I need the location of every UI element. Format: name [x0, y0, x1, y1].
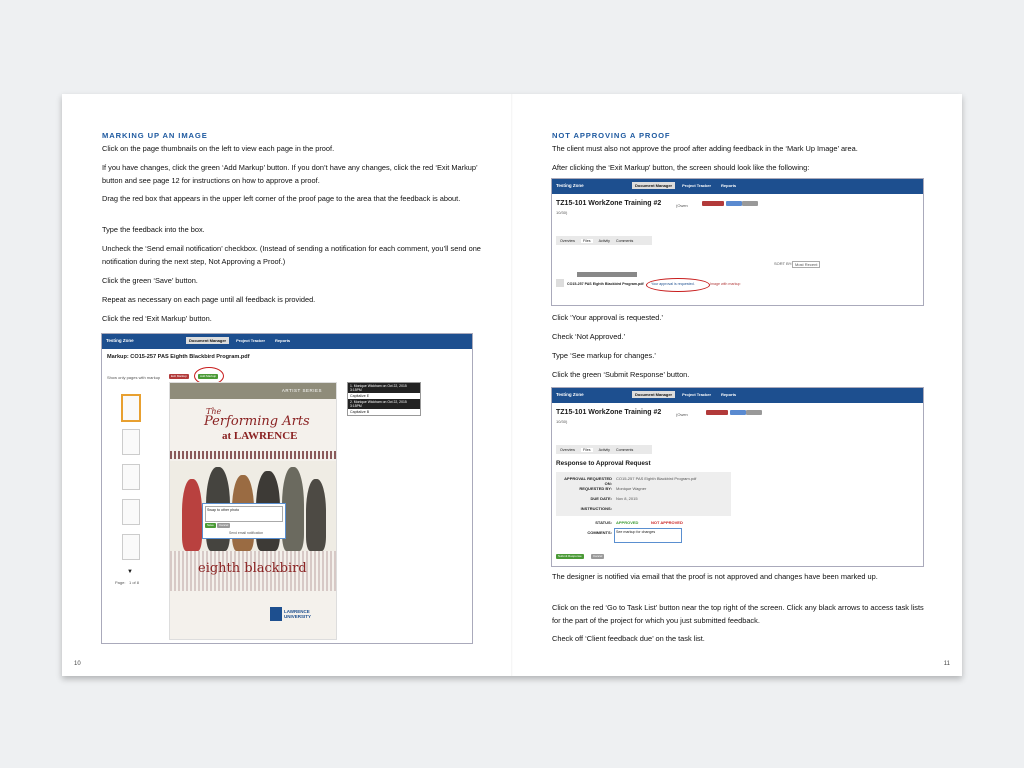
paragraph-2: If you have changes, click the green ‘Add Markup’ button. If you don’t have any changes, click the red ‘Exit Markup’ button and see page 12 for instructions on how to approve a proof.: [102, 163, 478, 185]
response-screenshot: [551, 387, 924, 567]
thumbnail-page-1[interactable]: [121, 394, 141, 422]
markup-screenshot: [101, 333, 473, 644]
save-button[interactable]: Save: [207, 523, 214, 527]
subtab-activity[interactable]: Activity: [598, 447, 610, 452]
thumbnail-page-2[interactable]: [122, 429, 140, 455]
sort-label: SORT BY:: [774, 261, 793, 266]
tab-project-tracker[interactable]: Project Tracker: [682, 392, 712, 397]
subtab-overview[interactable]: Overview: [560, 447, 575, 452]
comment-textarea[interactable]: Swap to other photo: [205, 506, 283, 522]
paragraph-4: Type the feedback into the box.: [102, 225, 205, 234]
university-seal-icon: [270, 607, 282, 621]
status-label: STATUS:: [595, 520, 612, 525]
tab-document-manager[interactable]: Document Manager: [632, 182, 675, 189]
file-toolbar: [577, 272, 637, 277]
chevron-down-icon[interactable]: ▼: [127, 569, 133, 575]
project-owner: (Owen: [676, 203, 688, 208]
highlight-circle: [646, 278, 710, 292]
header-action-button[interactable]: [730, 410, 746, 415]
header-action-button[interactable]: [746, 410, 762, 415]
tab-document-manager[interactable]: Document Manager: [186, 337, 229, 344]
subtab-comments[interactable]: Comments: [615, 447, 634, 452]
comments-panel: [347, 382, 421, 416]
file-name[interactable]: CO15-257 PAS Eighth Blackbird Program.pdf: [567, 282, 644, 286]
detail-label: REQUESTED BY:: [579, 486, 612, 491]
left-page: [62, 94, 512, 676]
approved-radio[interactable]: APPROVED: [616, 520, 639, 525]
paragraph-7: The designer is notified via email that the proof is not approved and changes have been marked up.: [552, 572, 878, 581]
go-to-task-list-button[interactable]: [706, 410, 728, 415]
paragraph-1: Click on the page thumbnails on the left to view each page in the proof.: [102, 144, 335, 153]
tab-reports[interactable]: Reports: [721, 183, 737, 188]
subtab-files[interactable]: Files: [582, 447, 591, 452]
thumbnail-page-5[interactable]: [122, 534, 140, 560]
app-nav-tabs: [632, 391, 739, 398]
header-action-button[interactable]: [742, 201, 758, 206]
app-brand: Testing Zone: [556, 183, 584, 188]
document-spread: [62, 94, 962, 676]
comment-text: Capitalize E: [350, 394, 370, 398]
add-markup-button[interactable]: Add Markup: [200, 374, 217, 378]
image-with-markup-link[interactable]: Image with markup: [710, 282, 741, 286]
app-header-bar: [552, 179, 923, 194]
poster-series: ARTIST SERIES: [281, 388, 322, 393]
comments-label: COMMENTS:: [587, 530, 612, 535]
page-selector[interactable]: 1 of 8: [129, 580, 140, 585]
tab-reports[interactable]: Reports: [275, 338, 291, 343]
tab-project-tracker[interactable]: Project Tracker: [682, 183, 712, 188]
project-subtabs: [556, 236, 652, 245]
poster-title-line3: at LAWRENCE: [222, 430, 298, 442]
paragraph-7: Repeat as necessary on each page until all feedback is provided.: [102, 295, 316, 304]
paragraph-3: Drag the red box that appears in the upper left corner of the proof page to the area that the feedback is about.: [102, 194, 461, 203]
paragraph-5: Uncheck the ‘Send email notification’ checkbox. (Instead of sending a notification for each comment, you’ll send one notification during the next step, Not Approving a Proof.): [102, 244, 481, 266]
comment-text: Capitalize B: [350, 410, 370, 414]
tab-document-manager[interactable]: Document Manager: [632, 391, 675, 398]
paragraph-4: Check ‘Not Approved.’: [552, 332, 626, 341]
files-screenshot: [551, 178, 924, 306]
poster-school: LAWRENCE UNIVERSITY: [284, 609, 312, 619]
app-brand: Testing Zone: [556, 392, 584, 397]
subtab-activity[interactable]: Activity: [598, 238, 610, 243]
right-page: [512, 94, 962, 676]
poster-title-line1: The: [206, 407, 222, 416]
poster-stripes-top: [170, 451, 336, 459]
page-label: Page:: [115, 580, 126, 585]
thumbnail-page-3[interactable]: [122, 464, 140, 490]
project-title: TZ15-101 WorkZone Training #2: [556, 409, 662, 416]
not-approved-radio[interactable]: NOT APPROVED: [651, 520, 683, 525]
comment-author: 1. Monique Wickham on Oct 22, 2015 3:15PM: [348, 383, 420, 393]
page-number: 11: [943, 661, 950, 667]
app-brand: Testing Zone: [106, 338, 134, 343]
paragraph-6: Click the green ‘Save’ button.: [102, 276, 198, 285]
app-header-bar: [102, 334, 472, 349]
project-subtabs: [556, 445, 652, 454]
email-notification-checkbox[interactable]: Send email notification: [229, 531, 264, 535]
subtab-comments[interactable]: Comments: [615, 238, 634, 243]
proof-page: [169, 382, 337, 640]
paragraph-8: Click on the red ‘Go to Task List’ button near the top right of the screen. Click any black arrows to access task lists for the part of the project for which you just submitted feedback.: [552, 603, 924, 625]
file-thumbnail-icon: [556, 279, 564, 287]
paragraph-8: Click the red ‘Exit Markup’ button.: [102, 314, 212, 323]
cancel-button[interactable]: Cancel: [219, 523, 229, 527]
app-header-bar: [552, 388, 923, 403]
approval-requested-link[interactable]: Your approval is requested.: [651, 282, 695, 286]
markup-comment-box[interactable]: [202, 503, 286, 539]
header-action-button[interactable]: [726, 201, 742, 206]
section-heading-not-approving: NOT APPROVING A PROOF: [552, 131, 671, 140]
detail-label: INSTRUCTIONS:: [580, 506, 612, 511]
poster-title-line2: Performing Arts: [204, 414, 310, 429]
submit-response-button[interactable]: Submit Response: [558, 554, 582, 558]
tab-reports[interactable]: Reports: [721, 392, 737, 397]
paragraph-2: After clicking the ‘Exit Markup’ button, the screen should look like the following:: [552, 163, 810, 172]
markup-title: Markup: CO15-257 PAS Eighth Blackbird Program.pdf: [107, 354, 250, 360]
page-number: 10: [74, 661, 81, 667]
response-section-title: Response to Approval Request: [556, 460, 651, 467]
paragraph-1: The client must also not approve the proof after adding feedback in the ‘Mark Up Image’ area.: [552, 144, 858, 153]
app-nav-tabs: [632, 182, 739, 189]
app-nav-tabs: [186, 337, 293, 344]
subtab-files[interactable]: Files: [582, 238, 591, 243]
person-figure: [306, 479, 326, 551]
cancel-button[interactable]: Cancel: [593, 554, 603, 558]
project-date: 10/30): [556, 210, 568, 215]
detail-value: Monique Wagner: [616, 486, 647, 491]
approval-details: [556, 472, 731, 516]
go-to-task-list-button[interactable]: [702, 201, 724, 206]
tab-project-tracker[interactable]: Project Tracker: [236, 338, 266, 343]
paragraph-5: Type ‘See markup for changes.’: [552, 351, 656, 360]
paragraph-3: Click ‘Your approval is requested.’: [552, 313, 664, 322]
paragraph-6: Click the green ‘Submit Response’ button.: [552, 370, 690, 379]
poster-band-name: eighth blackbird: [198, 561, 307, 576]
comment-author: 2. Monique Wickham on Oct 22, 2015 3:15PM: [348, 399, 420, 409]
project-title: TZ15-101 WorkZone Training #2: [556, 200, 662, 207]
project-owner: (Owen: [676, 412, 688, 417]
section-heading-marking-up: MARKING UP AN IMAGE: [102, 131, 208, 140]
paragraph-9: Check off ‘Client feedback due’ on the task list.: [552, 634, 705, 643]
detail-label: DUE DATE:: [590, 496, 612, 501]
detail-value: CO15-257 PAS Eighth Blackbird Program.pdf: [616, 476, 697, 481]
comments-textarea[interactable]: See markup for changes: [614, 528, 682, 543]
sort-select[interactable]: Most Recent: [792, 261, 820, 268]
project-date: 10/30): [556, 419, 568, 424]
person-figure: [182, 479, 202, 551]
exit-markup-button[interactable]: Exit Markup: [171, 374, 187, 378]
thumbnail-page-4[interactable]: [122, 499, 140, 525]
detail-value: Nov 8, 2015: [616, 496, 638, 501]
show-only-markup-checkbox[interactable]: Show only pages with markup: [107, 375, 161, 380]
detail-label: APPROVAL REQUESTED ON:: [564, 476, 612, 486]
subtab-overview[interactable]: Overview: [560, 238, 575, 243]
